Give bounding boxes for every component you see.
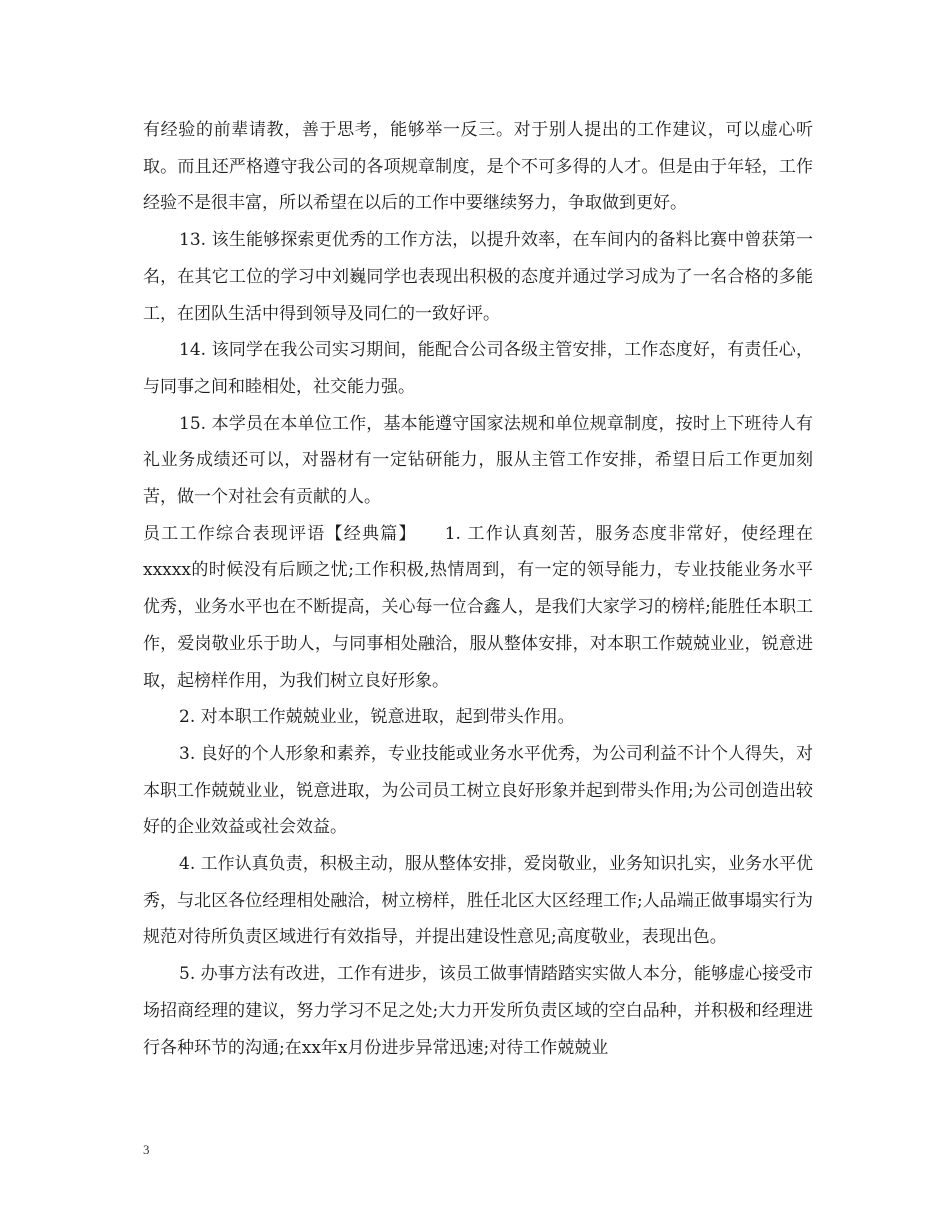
paragraph-item-2: 2. 对本职工作兢兢业业，锐意进取，起到带头作用。 [179,707,575,728]
paragraph-continuation: 有经验的前辈请教，善于思考，能够举一反三。对于别人提出的工作建议，可以虚心听取。而且还严格遵守我公司的各项规章制度，是个不可多得的人才。但是由于年轻，工作经验不是很丰富，所以希望在以后的工作中要继续努力，争取做到更好。 [143,120,813,214]
paragraph-item-4: 4. 工作认真负责，积极主动，服从整体安排，爱岗敬业，业务知识扎实，业务水平优秀，与北区各位经理相处融洽，树立榜样，胜任北区大区经理工作;人品端正做事塌实行为规范对待所负责区域进行有效指导，并提出建设性意见;高度敬业，表现出色。 [143,854,813,948]
paragraph-item-13: 13. 该生能够探索更优秀的工作方法，以提升效率，在车间内的备料比赛中曾获第一名，在其它工位的学习中刘巍同学也表现出积极的态度并通过学习成为了一名合格的多能工，在团队生活中得到领导及同仁的一致好评。 [143,230,813,324]
paragraph-item-15: 15. 本学员在本单位工作，基本能遵守国家法规和单位规章制度，按时上下班待人有礼业务成绩还可以，对器材有一定钻研能力，服从主管工作安排，希望日后工作更加刻苦，做一个对社会有贡献的人。 [143,413,813,508]
paragraph-item-14: 14. 该同学在我公司实习期间，能配合公司各级主管安排，工作态度好，有责任心，与同事之间和睦相处，社交能力强。 [143,340,813,397]
document-body [143,112,813,1066]
section-heading-paragraph: 员工工作综合表现评语【经典篇】 1. 工作认真刻苦，服务态度非常好，使经理在xxxxx的时候没有后顾之忧;工作积极,热情周到，有一定的领导能力，专业技能业务水平优秀，业务水平也在不断提高，关心每一位合鑫人，是我们大家学习的榜样;能胜任本职工作，爱岗敬业乐于助人，与同事相处融洽，服从整体安排，对本职工作兢兢业业，锐意进取，起榜样作用，为我们树立良好形象。 [143,523,813,691]
paragraph-item-3: 3. 良好的个人形象和素养，专业技能或业务水平优秀，为公司利益不计个人得失，对本职工作兢兢业业，锐意进取，为公司员工树立良好形象并起到带头作用;为公司创造出较好的企业效益或社会效益。 [143,743,813,838]
paragraph-item-5: 5. 办事方法有改进，工作有进步，该员工做事情踏踏实实做人本分，能够虚心接受市场招商经理的建议，努力学习不足之处;大力开发所负责区域的空白品种，并积极和经理进行各种环节的沟通;在xx年x月份进步异常迅速;对待工作兢兢业 [143,964,813,1058]
page-number: 3 [143,1142,150,1157]
